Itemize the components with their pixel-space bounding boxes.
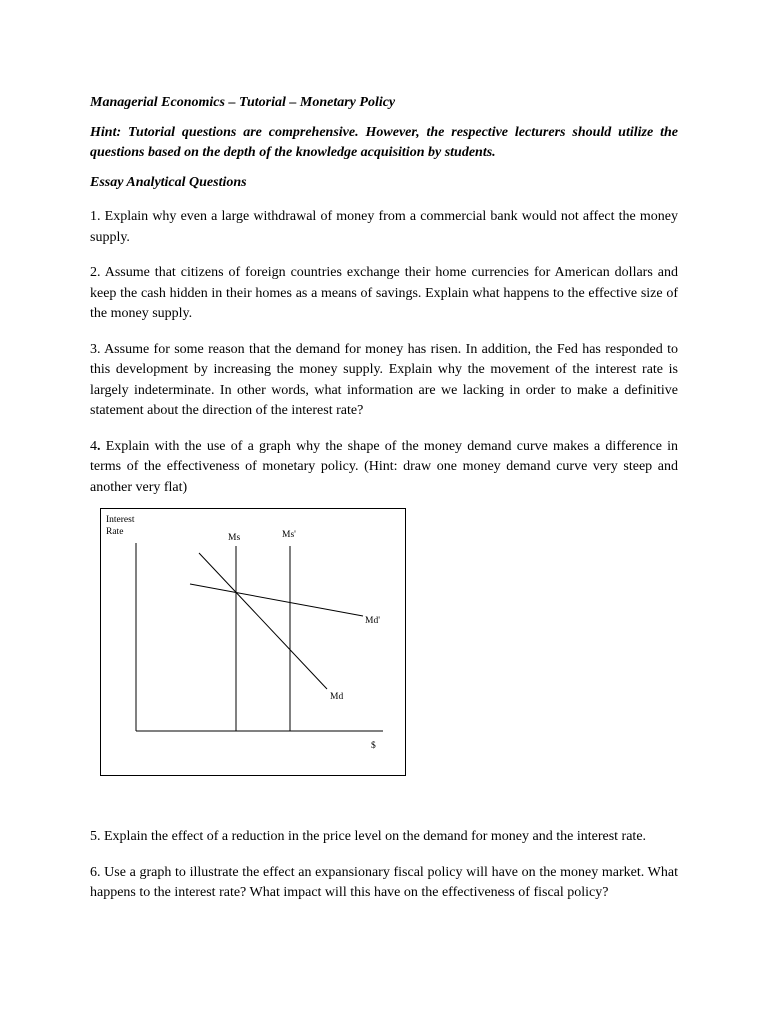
question-3-text: Assume for some reason that the demand for money has risen. In addition, the Fed has responded to this development by increasing the money supply. Explain why the movement of the interest rate is largely indeterminate. In other words, what information are we lacking in order to make a definitive statement about the direction of the interest rate? bbox=[90, 341, 678, 418]
question-2-number: 2. bbox=[90, 265, 101, 280]
question-2-text: Assume that citizens of foreign countries exchange their home currencies for American dollars and keep the cash hidden in their homes as a means of savings. Explain what happens to the effective size of the money supply. bbox=[90, 265, 678, 321]
question-4-number-suffix: . bbox=[97, 438, 101, 454]
ms-label: Ms bbox=[228, 533, 241, 543]
md-curve bbox=[199, 553, 327, 689]
question-3 bbox=[90, 340, 678, 422]
question-6-text: Use a graph to illustrate the effect an expansionary fiscal policy will have on the money market. What happens to the interest rate? What impact will this have on the effectiveness of fiscal policy? bbox=[90, 864, 678, 900]
money-market-graph-svg bbox=[101, 509, 407, 777]
document-body bbox=[90, 93, 678, 513]
question-4-number: 4 bbox=[90, 438, 97, 454]
y-axis-label-line2: Rate bbox=[106, 527, 124, 537]
question-1-text: Explain why even a large withdrawal of money from a commercial bank would not affect the money supply. bbox=[90, 209, 678, 245]
x-axis-label: $ bbox=[371, 741, 376, 751]
hint-paragraph: Hint: Tutorial questions are comprehensive. However, the respective lecturers should utilize the questions based on the depth of the knowledge acquisition by students. bbox=[90, 124, 678, 160]
question-5-number: 5. bbox=[90, 829, 101, 844]
question-6-number: 6. bbox=[90, 864, 101, 880]
question-3-number: 3. bbox=[90, 341, 101, 357]
question-6 bbox=[90, 863, 678, 904]
section-heading: Essay Analytical Questions bbox=[90, 174, 247, 190]
question-4 bbox=[90, 437, 678, 499]
question-2 bbox=[90, 263, 678, 325]
question-5-text: Explain the effect of a reduction in the price level on the demand for money and the interest rate. bbox=[100, 829, 647, 844]
document-title: Managerial Economics – Tutorial – Monetary Policy bbox=[90, 95, 396, 110]
md-prime-label: Md' bbox=[365, 616, 380, 626]
document-body-continued bbox=[90, 827, 678, 919]
md-prime-curve bbox=[190, 584, 363, 616]
y-axis-label-line1: Interest bbox=[106, 515, 135, 525]
money-market-graph bbox=[100, 508, 406, 776]
question-5 bbox=[90, 827, 678, 848]
ms-prime-label: Ms' bbox=[282, 530, 296, 540]
question-1-number: 1. bbox=[90, 209, 101, 224]
md-label: Md bbox=[330, 692, 344, 702]
question-1 bbox=[90, 207, 678, 248]
question-4-text: Explain with the use of a graph why the shape of the money demand curve makes a difference in terms of the effectiveness of monetary policy. (Hint: draw one money demand curve very steep and another very flat) bbox=[90, 438, 678, 495]
